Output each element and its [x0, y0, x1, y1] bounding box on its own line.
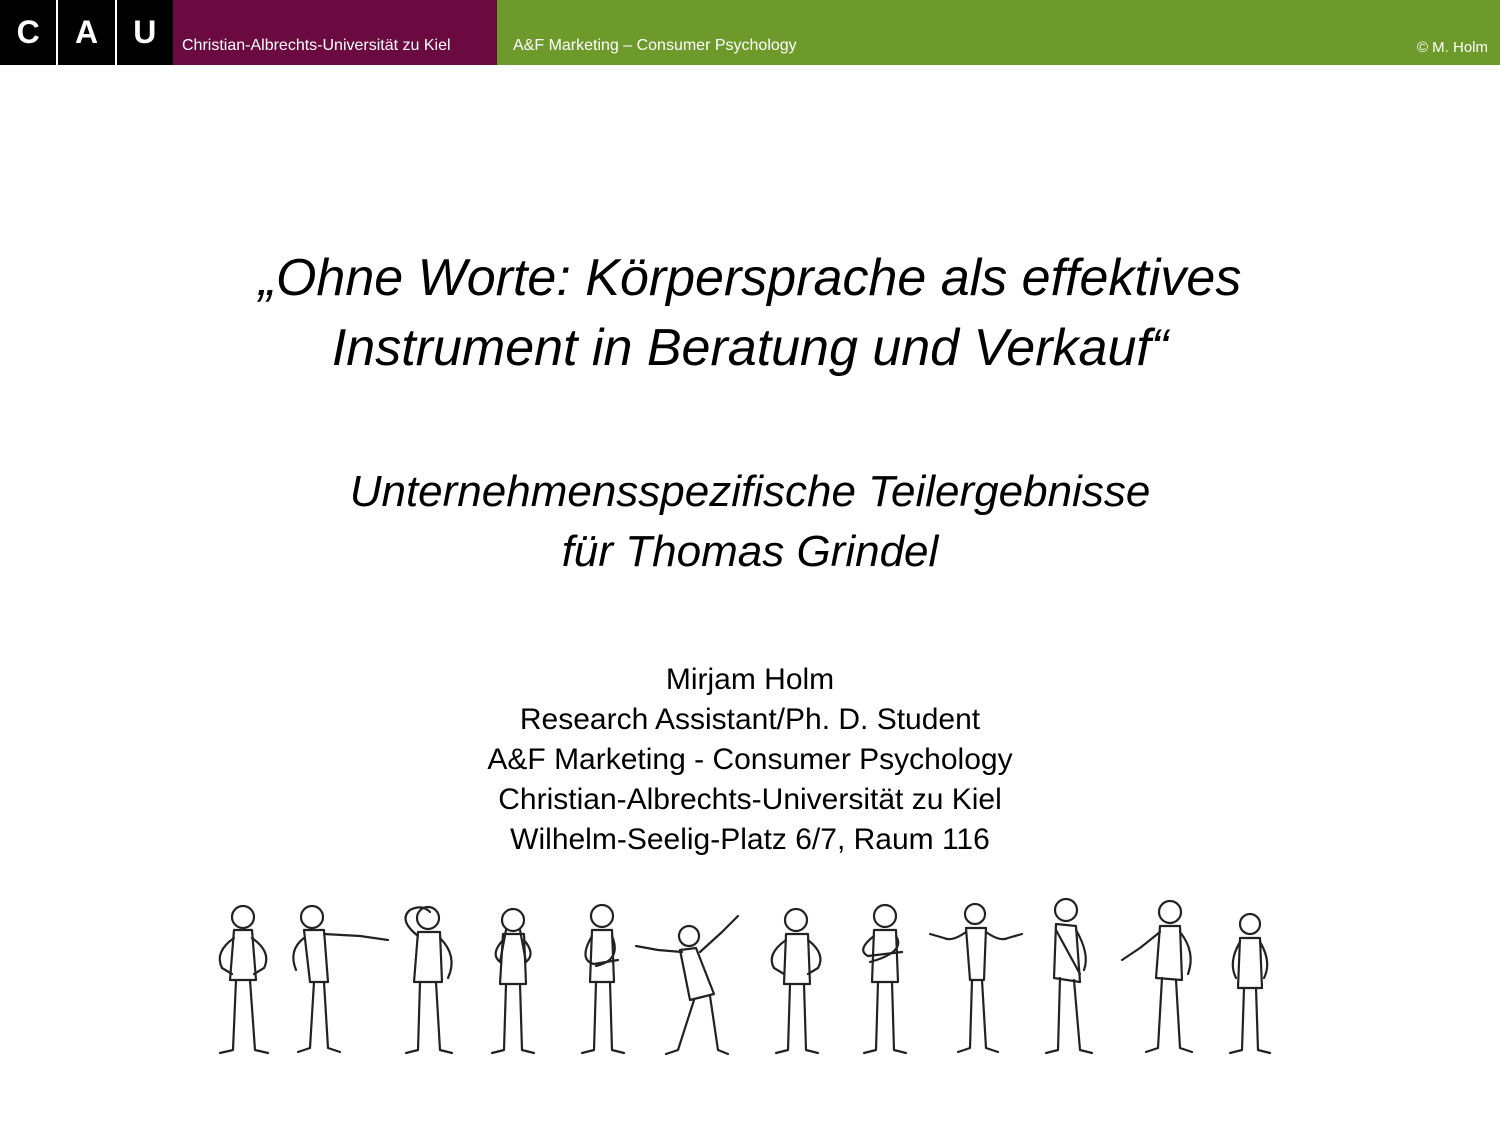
logo-letter-c: C [16, 14, 40, 50]
logo-letter-u: U [133, 14, 157, 50]
subtitle-line: Unternehmensspezifische Teilergebnisse [349, 467, 1151, 516]
slide-title [0, 243, 1500, 383]
stick-figure-shrugging-icon [930, 904, 1022, 1052]
author-block [0, 660, 1500, 860]
stick-figure-leaning-icon [1046, 899, 1092, 1053]
university-name: Christian-Albrechts-Universität zu Kiel [182, 37, 451, 54]
stick-figure-hands-on-hips-icon [220, 906, 268, 1053]
stick-figure-pointing-icon [293, 906, 388, 1052]
stick-figure-dancing-icon [636, 916, 738, 1054]
copyright-notice: © M. Holm [1416, 39, 1488, 56]
author-name: Mirjam Holm [665, 663, 835, 696]
stick-figures-svg [200, 890, 1300, 1070]
department-name: A&F Marketing – Consumer Psychology [513, 37, 797, 54]
header-bar [0, 0, 1500, 65]
title-line: Instrument in Beratung und Verkauf“ [331, 319, 1169, 377]
stick-figure-gesturing-icon [1122, 901, 1192, 1052]
subtitle-line: für Thomas Grindel [561, 527, 939, 576]
stick-figure-head-scratch-icon [406, 907, 453, 1053]
slide-subtitle [0, 462, 1500, 582]
author-role: Research Assistant/Ph. D. Student [519, 703, 981, 736]
stick-figure-standing-icon [1230, 914, 1270, 1053]
university-banner [173, 0, 497, 65]
stick-figure-hands-on-face-icon [492, 909, 534, 1053]
stick-figure-arms-crossed-icon [582, 905, 624, 1053]
department-banner [497, 0, 1500, 65]
stick-figure-confident-stance-icon [772, 909, 821, 1053]
body-language-stick-figures-illustration [200, 890, 1300, 1070]
author-address: Wilhelm-Seelig-Platz 6/7, Raum 116 [510, 823, 990, 856]
author-department: A&F Marketing - Consumer Psychology [487, 743, 1013, 776]
author-university: Christian-Albrechts-Universität zu Kiel [498, 783, 1002, 816]
logo-letter-a: A [74, 14, 99, 50]
title-line: „Ohne Worte: Körpersprache als effektives [258, 249, 1242, 307]
cau-logo [0, 0, 173, 65]
stick-figure-folded-arms-icon [863, 905, 906, 1053]
